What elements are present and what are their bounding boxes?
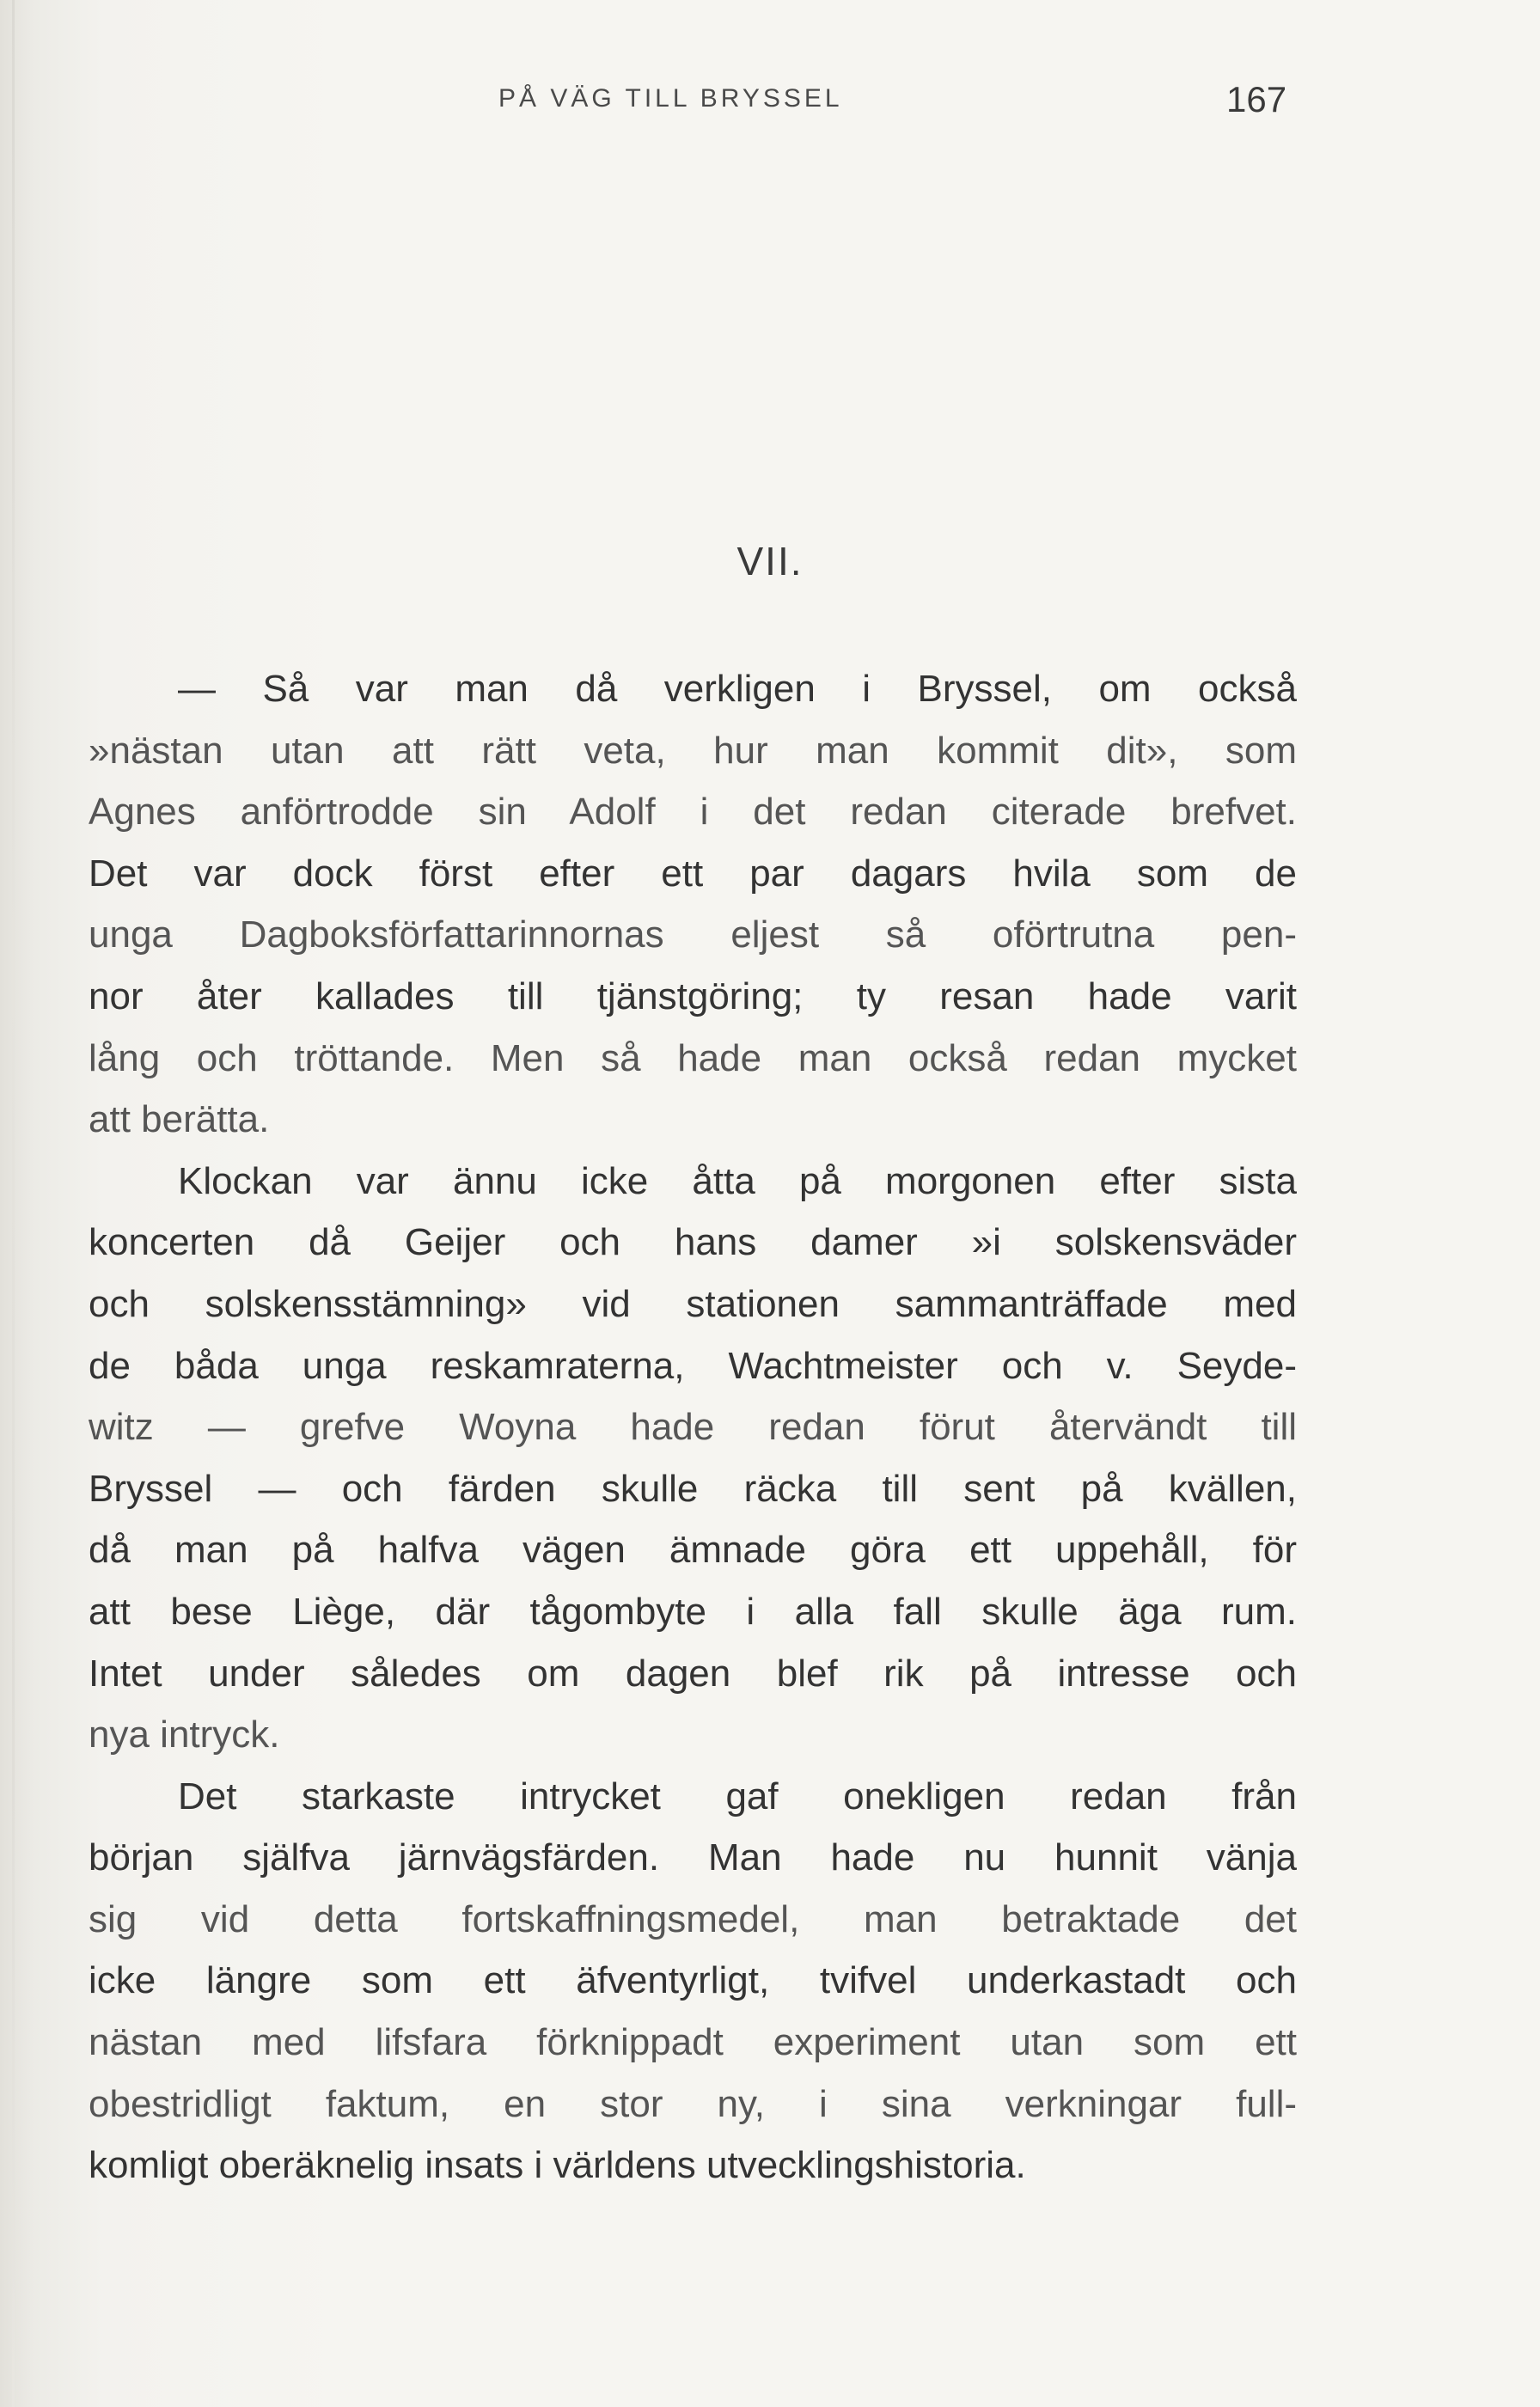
page-number: 167 [1226,79,1287,119]
text-line: nya intryck. [89,1714,280,1756]
paragraph [89,1766,1297,2196]
running-title: PÅ VÄG TILL BRYSSEL [498,84,843,113]
text-line: komligt oberäknelig insats i världens utvecklingshistoria. [89,2144,1026,2187]
text-line: Det starkaste intrycket gaf onekligen redan från [178,1775,1297,1817]
text-line: icke längre som ett äfventyrligt, tvifvel underkastadt och [89,1959,1297,2002]
text-line: witz — grefve Woyna hade redan förut återvändt till [89,1406,1297,1449]
text-line: »nästan utan att rätt veta, hur man kommit dit», som [89,729,1297,772]
text-line: Agnes anförtrodde sin Adolf i det redan citerade brefvet. [89,791,1297,834]
text-line: Bryssel — och färden skulle räcka till sent på kvällen, [89,1467,1297,1510]
text-line: Klockan var ännu icke åtta på morgonen efter sista [178,1159,1297,1202]
text-line: då man på halfva vägen ämnade göra ett uppehåll, för [89,1529,1297,1572]
text-line: att berätta. [89,1098,270,1141]
text-line: nor åter kallades till tjänstgöring; ty resan hade varit [89,974,1297,1017]
text-line: — Så var man då verkligen i Bryssel, om också [178,668,1297,710]
text-line: nästan med lifsfara förknippadt experiment utan som ett [89,2021,1297,2064]
text-line: koncerten då Geijer och hans damer »i solskensväder [89,1221,1297,1264]
paragraph [89,658,1297,1151]
text-line: de båda unga reskamraterna, Wachtmeister och v. Seyde- [89,1344,1297,1387]
text-line: början själfva järnvägsfärden. Man hade nu hunnit vänja [89,1836,1297,1879]
text-line: Det var dock först efter ett par dagars hvila som de [89,852,1297,895]
text-line: och solskensstämning» vid stationen sammanträffade med [89,1282,1297,1325]
text-line: unga Dagboksförfattarinnornas eljest så oförtrutna pen- [89,913,1297,956]
text-line: lång och tröttande. Men så hade man också redan mycket [89,1036,1297,1079]
chapter-heading: VII. [736,539,804,583]
page-gutter [12,0,15,2407]
paragraph [89,1151,1297,1766]
body-text [89,658,1297,2196]
text-line: obestridligt faktum, en stor ny, i sina verkningar full- [89,2082,1297,2125]
text-line: Intet under således om dagen blef rik på intresse och [89,1652,1297,1695]
text-line: att bese Liège, där tågombyte i alla fall skulle äga rum. [89,1590,1297,1633]
running-head [0,79,1540,136]
text-line: sig vid detta fortskaffningsmedel, man betraktade det [89,1897,1297,1940]
